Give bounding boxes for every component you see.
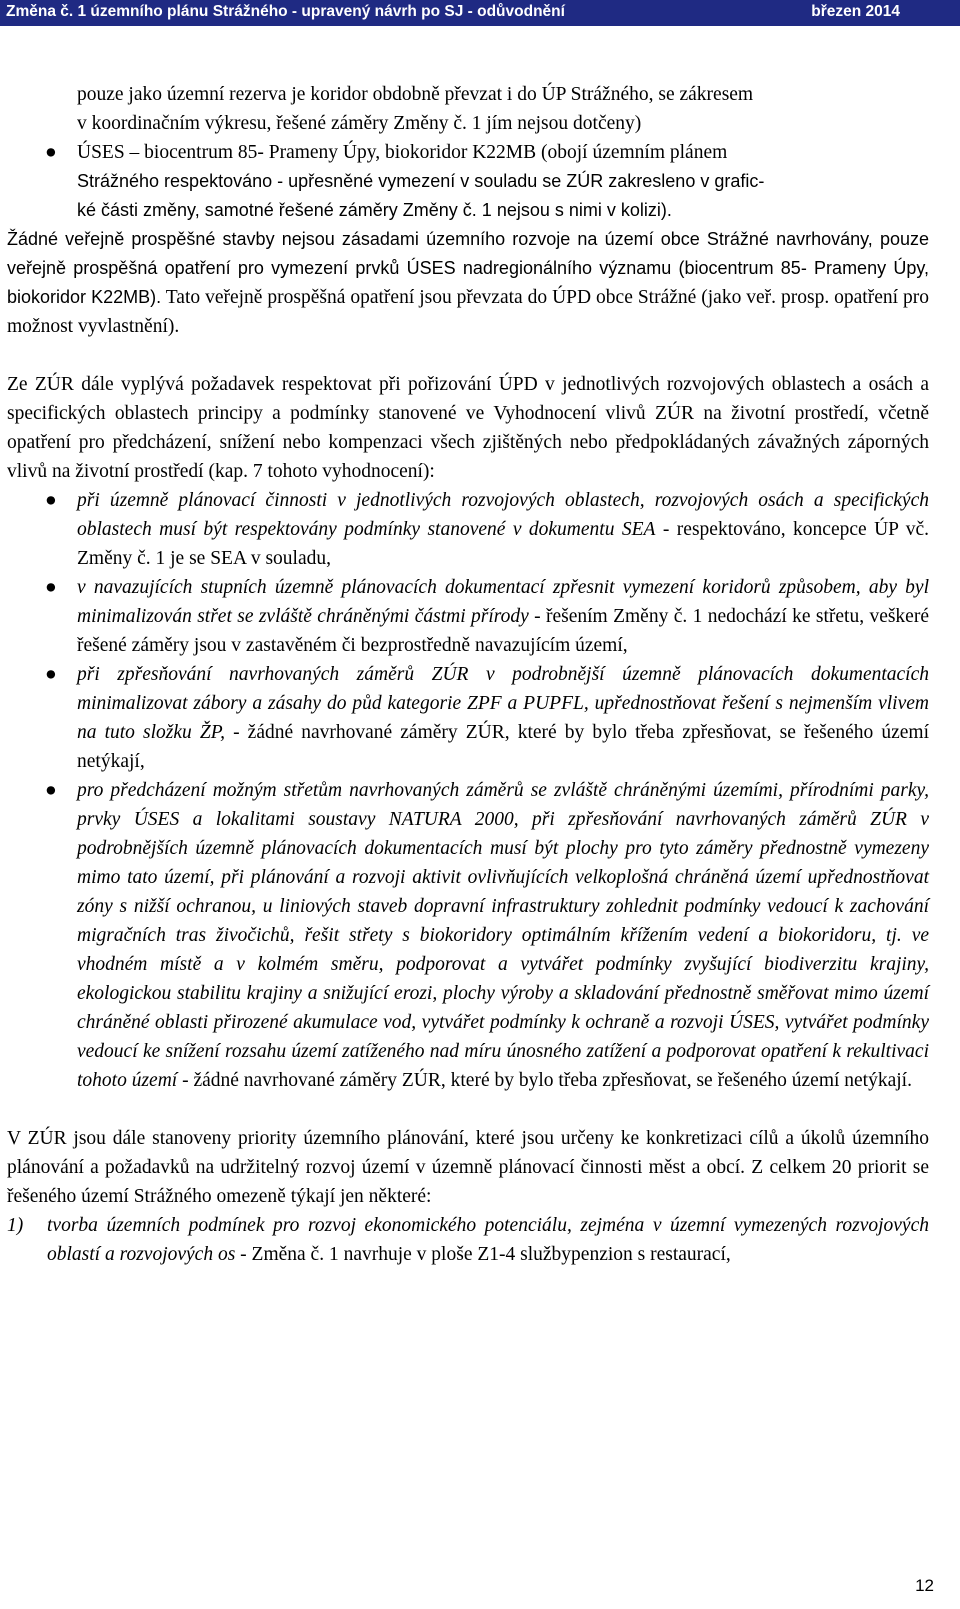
page-number: 12	[915, 1576, 934, 1595]
text-line: Strážného respektováno - upřesněné vymezení v souladu se ZÚR zakresleno v grafic-	[77, 171, 765, 191]
paragraph-priorities: V ZÚR jsou dále stanoveny priority územního plánování, které jsou určeny ke konkretizaci cílů a úkolů územního plánování a požadavků na udržitelný rozvoj území v územně plánovací činnosti měst a obcí. Z celkem 20 priorit se řešeného území Strážného omezeně týkají jen některé:	[7, 1128, 929, 1207]
item-number: 1)	[7, 1215, 24, 1236]
bullet-icon: ●	[45, 780, 57, 801]
list-item-text: - žádné navrhované záměry ZÚR, které by bylo třeba zpřesňovat, se řešeného území netýkají.	[177, 1070, 912, 1091]
bullet-icon: ●	[45, 577, 57, 598]
paragraph-text: Žádné veřejně prospěšné stavby nejsou zásadami územního rozvoje na území obce Strážné navrhovány, pouze veřejně prospěšná opatření pro vymezení prvků ÚSES nadregionálního významu (biocentrum 85- Prameny Úpy, biokoridor K22MB).	[7, 229, 929, 307]
list-item-uses	[7, 138, 929, 225]
text-line: v koordinačním výkresu, řešené záměry Změny č. 1 jím nejsou dotčeny)	[77, 113, 642, 134]
continued-item	[7, 80, 929, 138]
numbered-item-italic: tvorba územních podmínek pro rozvoj ekonomického potenciálu, zejména v územní vymezených rozvojových oblastí a rozvojových os	[47, 1215, 929, 1265]
sea-bullet-list	[7, 486, 929, 1095]
document-body	[7, 80, 929, 1269]
text-line: ké části změny, samotné řešené záměry Změny č. 1 nejsou s nimi v kolizi).	[77, 200, 672, 220]
bullet-icon: ●	[45, 490, 57, 511]
list-item-text: - žádné navrhované záměry ZÚR, které by bylo třeba zpřesňovat, se řešeného území netýkají,	[77, 722, 929, 772]
list-item-italic: v navazujících stupních územně plánovacích dokumentací zpřesnit vymezení koridorů způsobem, aby byl minimalizován střet se zvláště chráněnými částmi přírody	[77, 577, 929, 627]
bullet-icon: ●	[45, 142, 57, 163]
paragraph-vps	[7, 225, 929, 341]
document-header	[0, 0, 960, 26]
numbered-item-text: - Změna č. 1 navrhuje v ploše Z1-4 službypenzion s restaurací,	[235, 1244, 731, 1265]
text-line: pouze jako územní rezerva je koridor obdobně převzat i do ÚP Strážného, se zákresem	[77, 84, 754, 105]
list-item-italic: pro předcházení možným střetům navrhovaných záměrů se zvláště chráněnými územími, přírodními parky, prvky ÚSES a lokalitami soustavy NATURA 2000, při zpřesňování navrhovaných záměrů ZÚR v podrobnějších územně plánovacích dokumentacích musí být plochy pro tyto záměry přednostně vymezeny mimo tato území, při plánování a rozvoji aktivit ovlivňujících velkoplošná chráněná území upřednostňovat zóny s nižší ochranou, u liniových staveb dopravní infrastruktury zohlednit podmínky vedoucí k zachování migračních tras živočichů, řešit střety s biokoridory optimálním křížením vedení a biokoridoru, tj. ve vhodném místě a v kolmém směru, podporovat a vytvářet podmínky zvyšující biodiverzitu krajiny, ekologickou stabilitu krajiny a snižující erozi, plochy výroby a skladování přednostně směřovat mimo území chráněné oblasti přirozené akumulace vod, vytvářet podmínky k ochraně a rozvoji ÚSES, vytvářet podmínky vedoucí ke snížení rozsahu území zatíženého nad míru únosného zatížení a podporovat opatření k rekultivaci tohoto území	[77, 780, 929, 1091]
numbered-item	[7, 1211, 929, 1269]
list-item-text: - řešením Změny č. 1 nedochází ke střetu, veškeré řešené záměry jsou v zastavěném či bezprostředně navazujícím území,	[77, 606, 929, 656]
paragraph-text: Tato veřejně prospěšná opatření jsou převzata do ÚPD obce Strážné (jako veř. prosp. opatření pro možnost vyvlastnění).	[7, 287, 929, 337]
bullet-icon: ●	[45, 664, 57, 685]
list-item	[7, 573, 929, 660]
header-date: březen 2014	[811, 3, 900, 20]
list-item	[7, 776, 929, 1095]
list-item-italic: při územně plánovací činnosti v jednotlivých rozvojových oblastech, rozvojových osách a specifických oblastech musí být respektovány podmínky stanovené v dokumentu SEA	[77, 490, 929, 540]
list-item	[7, 486, 929, 573]
text-line: ÚSES – biocentrum 85- Prameny Úpy, biokoridor K22MB (obojí územním plánem	[77, 142, 728, 163]
header-title: Změna č. 1 územního plánu Strážného - upravený návrh po SJ - odůvodnění	[6, 3, 565, 20]
list-item-italic: při zpřesňování navrhovaných záměrů ZÚR v podrobnější územně plánovacích dokumentacích minimalizovat zábory a zásahy do půd kategorie ZPF a PUPFL, upřednostňovat řešení s nejmenším vlivem na tuto složku ŽP,	[77, 664, 929, 743]
list-item-text: - respektováno, koncepce ÚP vč. Změny č. 1 je se SEA v souladu,	[77, 519, 929, 569]
list-item	[7, 660, 929, 776]
paragraph-sea: Ze ZÚR dále vyplývá požadavek respektovat při pořizování ÚPD v jednotlivých rozvojových oblastech a osách a specifických oblastech principy a podmínky stanovené ve Vyhodnocení vlivů ZÚR na životní prostředí, včetně opatření pro předcházení, snížení nebo kompenzaci všech zjištěných nebo předpokládaných závažných záporných vlivů na životní prostředí (kap. 7 tohoto vyhodnocení):	[7, 374, 929, 482]
